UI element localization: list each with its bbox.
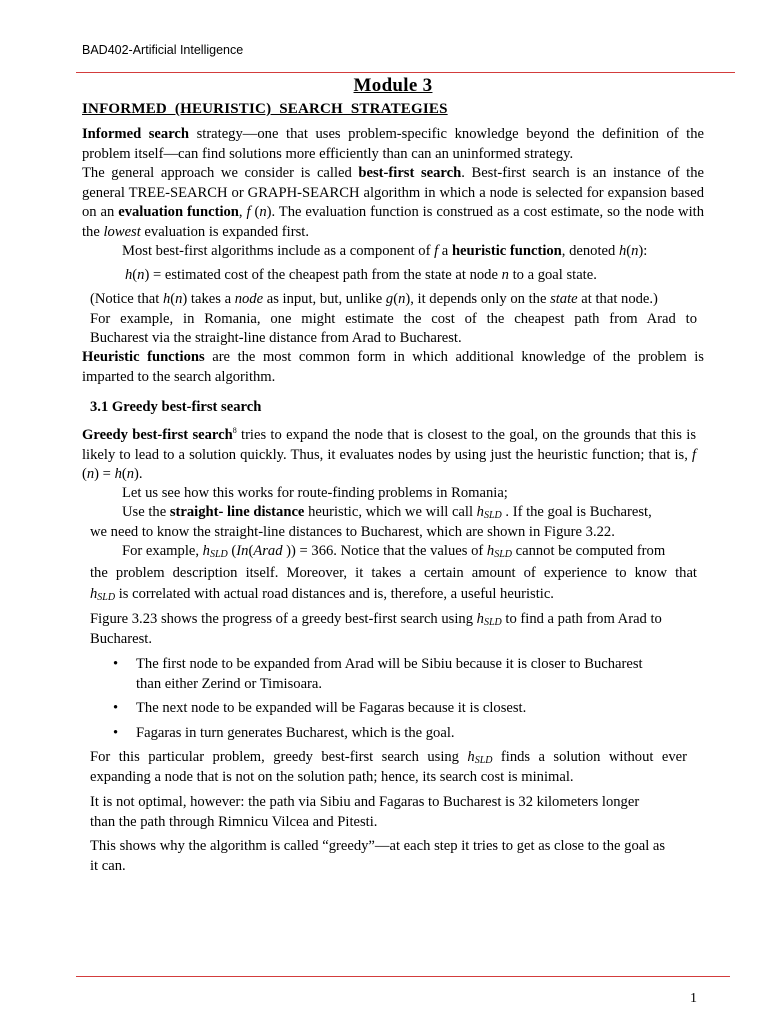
- running-header: BAD402-Artificial Intelligence: [82, 43, 244, 57]
- example-paragraph: For example, $h_{SLD}$ (In(Arad )) = 366. Notice that the values of $h_{SLD}$ cannot be computed from the problem description itself. Moreover, it takes a certain amount of experience to know that $h_{SLD}$ is correlated with actual road distances and is, therefore, a useful heuristic.: [90, 543, 697, 603]
- bullet-list: [113, 655, 706, 743]
- bullet-icon: •: [113, 656, 119, 672]
- not-optimal-paragraph: It is not optimal, however: the path via Sibiu and Fagaras to Bucharest is 32 kilometers longer than the path through Rimnicu Vilcea and Pitesti.: [90, 794, 640, 830]
- page-number: 1: [690, 991, 697, 1006]
- section-subtitle: INFORMED (HEURISTIC) SEARCH STRATEGIES: [82, 101, 448, 117]
- bullet-icon: •: [113, 724, 119, 741]
- romania-line: Let us see how this works for route-finding problems in Romania;: [122, 485, 508, 501]
- particular-paragraph: For this particular problem, greedy best-first search using $h_{SLD}$ finds a solution without ever expanding a node that is not on the solution path; hence, its search cost is minimal.: [90, 749, 687, 785]
- term-best-first-search: best-first search: [358, 165, 462, 181]
- footer-rule: [76, 976, 730, 977]
- greedy-why-paragraph: This shows why the algorithm is called “greedy”—at each step it tries to get as close to the goal as it can.: [90, 838, 666, 874]
- bullet-icon: •: [113, 700, 119, 716]
- module-title: Module 3: [353, 75, 433, 96]
- greedy-paragraph: Greedy best-first search$^8$ tries to expand the node that is closest to the goal, on the grounds that this is likely to lead to a solution quickly. Thus, it evaluates nodes by using just the heuristic function; that is, f (n) = h(n).: [82, 426, 697, 482]
- list-item: • The next node to be expanded will be Fagaras because it is closest.: [136, 699, 706, 719]
- term-straight-line-distance: straight- line distance: [169, 504, 305, 520]
- heuristic-formula: h(n) = estimated cost of the cheapest path from the state at node n to a goal state.: [125, 267, 597, 283]
- section-heading: 3.1 Greedy best-first search: [90, 399, 262, 415]
- list-item: • Fagaras in turn generates Bucharest, which is the goal.: [136, 724, 706, 744]
- sld-paragraph: Use the straight- line distance heuristic, which we will call $h_{SLD}$ . If the goal is Bucharest, we need to know the straight-line distances to Bucharest, which are shown in Figure 3.22.: [90, 504, 652, 540]
- term-heuristic-function: heuristic function: [451, 243, 562, 259]
- intro-paragraph: Informed search strategy—one that uses problem-specific knowledge beyond the definition of the problem itself—can find solutions more efficiently than can an uninformed strategy. The general approach we consider is called best-first search. Best-first search is an instance of the general TREE-SEARCH or GRAPH-SEARCH algorithm in which a node is selected for expansion based on an evaluation function, f (n). The evaluation function is construed as a cost estimate, so the node with the lowest evaluation is expanded first.: [82, 126, 704, 240]
- term-greedy-best-first-search: Greedy best-first search: [82, 427, 233, 443]
- list-item: • The first node to be expanded from Arad will be Sibiu because it is closer to Bucharest than either Zerind or Timisoara.: [113, 656, 643, 692]
- term-heuristic-functions: Heuristic functions: [82, 349, 205, 365]
- header-rule: [76, 72, 735, 73]
- term-evaluation-function: evaluation function: [118, 204, 239, 220]
- term-informed-search: Informed search: [82, 126, 190, 142]
- figure-paragraph: Figure 3.23 shows the progress of a greedy best-first search using $h_{SLD}$ to find a path from Arad to Bucharest.: [90, 611, 662, 647]
- heuristic-intro: Most best-first algorithms include as a component of f a heuristic function, denoted h(n):: [122, 243, 648, 259]
- heuristic-functions-paragraph: Heuristic functions are the most common form in which additional knowledge of the problem is imparted to the search algorithm.: [82, 349, 704, 385]
- notice-paragraph: (Notice that h(n) takes a node as input, but, unlike g(n), it depends only on the state at that node.) For example, in Romania, one might estimate the cost of the cheapest path from Arad to Bucharest via the straight-line distance from Arad to Bucharest.: [90, 291, 697, 346]
